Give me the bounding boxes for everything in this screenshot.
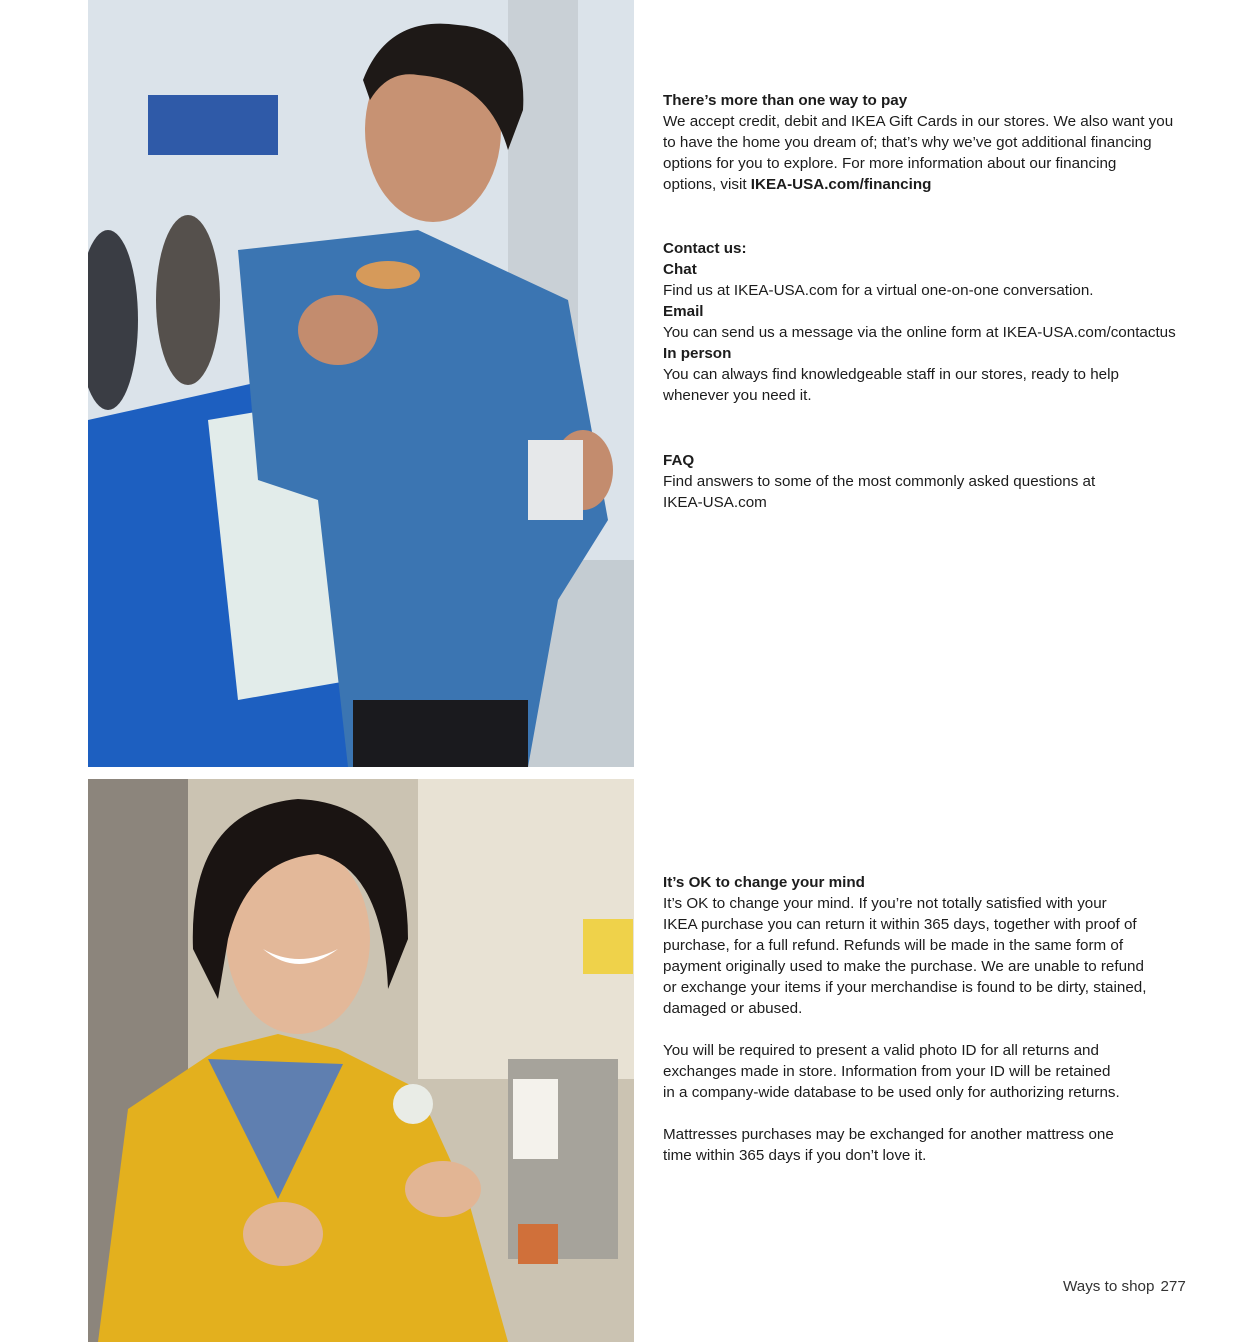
photo-id-text-line: You will be required to present a valid photo ID for all returns and: [663, 1042, 1099, 1059]
in-person-text: You can always find knowledgeable staff in our stores, ready to help: [663, 366, 1119, 383]
faq-text: IKEA-USA.com: [663, 494, 767, 511]
paragraph-gap: [663, 1019, 1203, 1040]
faq-text: Find answers to some of the most commonly asked questions at: [663, 473, 1096, 490]
photo-coworker: [88, 779, 634, 1342]
returns-heading: It’s OK to change your mind: [663, 874, 865, 891]
payment-text-line: We accept credit, debit and IKEA Gift Cards in our stores. We also want you: [663, 113, 1174, 130]
financing-link[interactable]: IKEA-USA.com/financing: [750, 176, 932, 193]
payment-text-line: to have the home you dream of; that’s why we’ve got additional financing: [663, 134, 1152, 151]
returns-text-line: damaged or abused.: [663, 1000, 803, 1017]
chat-text: Find us at IKEA-USA.com for a virtual one-on-one conversation.: [663, 282, 1094, 299]
payment-heading: There’s more than one way to pay: [663, 92, 908, 109]
returns-text-line: It’s OK to change your mind. If you’re not totally satisfied with your: [663, 895, 1107, 912]
page-footer: [1063, 1278, 1186, 1295]
photo-id-text-line: in a company-wide database to be used only for authorizing returns.: [663, 1084, 1120, 1101]
mattress-text-line: Mattresses purchases may be exchanged for another mattress one: [663, 1126, 1114, 1143]
returns-text-line: payment originally used to make the purchase. We are unable to refund: [663, 958, 1144, 975]
contact-section: [663, 238, 1203, 406]
returns-text-line: purchase, for a full refund. Refunds will be made in the same form of: [663, 937, 1124, 954]
chat-heading: Chat: [663, 261, 697, 278]
footer-section-title: Ways to shop: [1063, 1278, 1155, 1295]
page-number: 277: [1160, 1278, 1186, 1295]
payment-visit-text: options, visit: [663, 176, 751, 193]
photo-man-with-bag: [88, 0, 634, 767]
faq-heading: FAQ: [663, 452, 695, 469]
email-text: You can send us a message via the online form at IKEA-USA.com/contactus: [663, 324, 1176, 341]
contact-heading: Contact us:: [663, 240, 747, 257]
photo-id-text-line: exchanges made in store. Information from your ID will be retained: [663, 1063, 1111, 1080]
mattress-text-line: time within 365 days if you don’t love it.: [663, 1147, 927, 1164]
returns-section: [663, 872, 1203, 1166]
in-person-text: whenever you need it.: [663, 387, 812, 404]
in-person-heading: In person: [663, 345, 732, 362]
payment-section: [663, 90, 1203, 195]
payment-text-line: options for you to explore. For more information about our financing: [663, 155, 1117, 172]
paragraph-gap: [663, 1103, 1203, 1124]
payment-text-line: [663, 174, 1203, 195]
returns-text-line: IKEA purchase you can return it within 365 days, together with proof of: [663, 916, 1137, 933]
email-heading: Email: [663, 303, 704, 320]
man-illustration: [88, 0, 634, 767]
faq-section: [663, 450, 1203, 513]
coworker-illustration: [88, 779, 634, 1342]
returns-text-line: or exchange your items if your merchandise is found to be dirty, stained,: [663, 979, 1147, 996]
